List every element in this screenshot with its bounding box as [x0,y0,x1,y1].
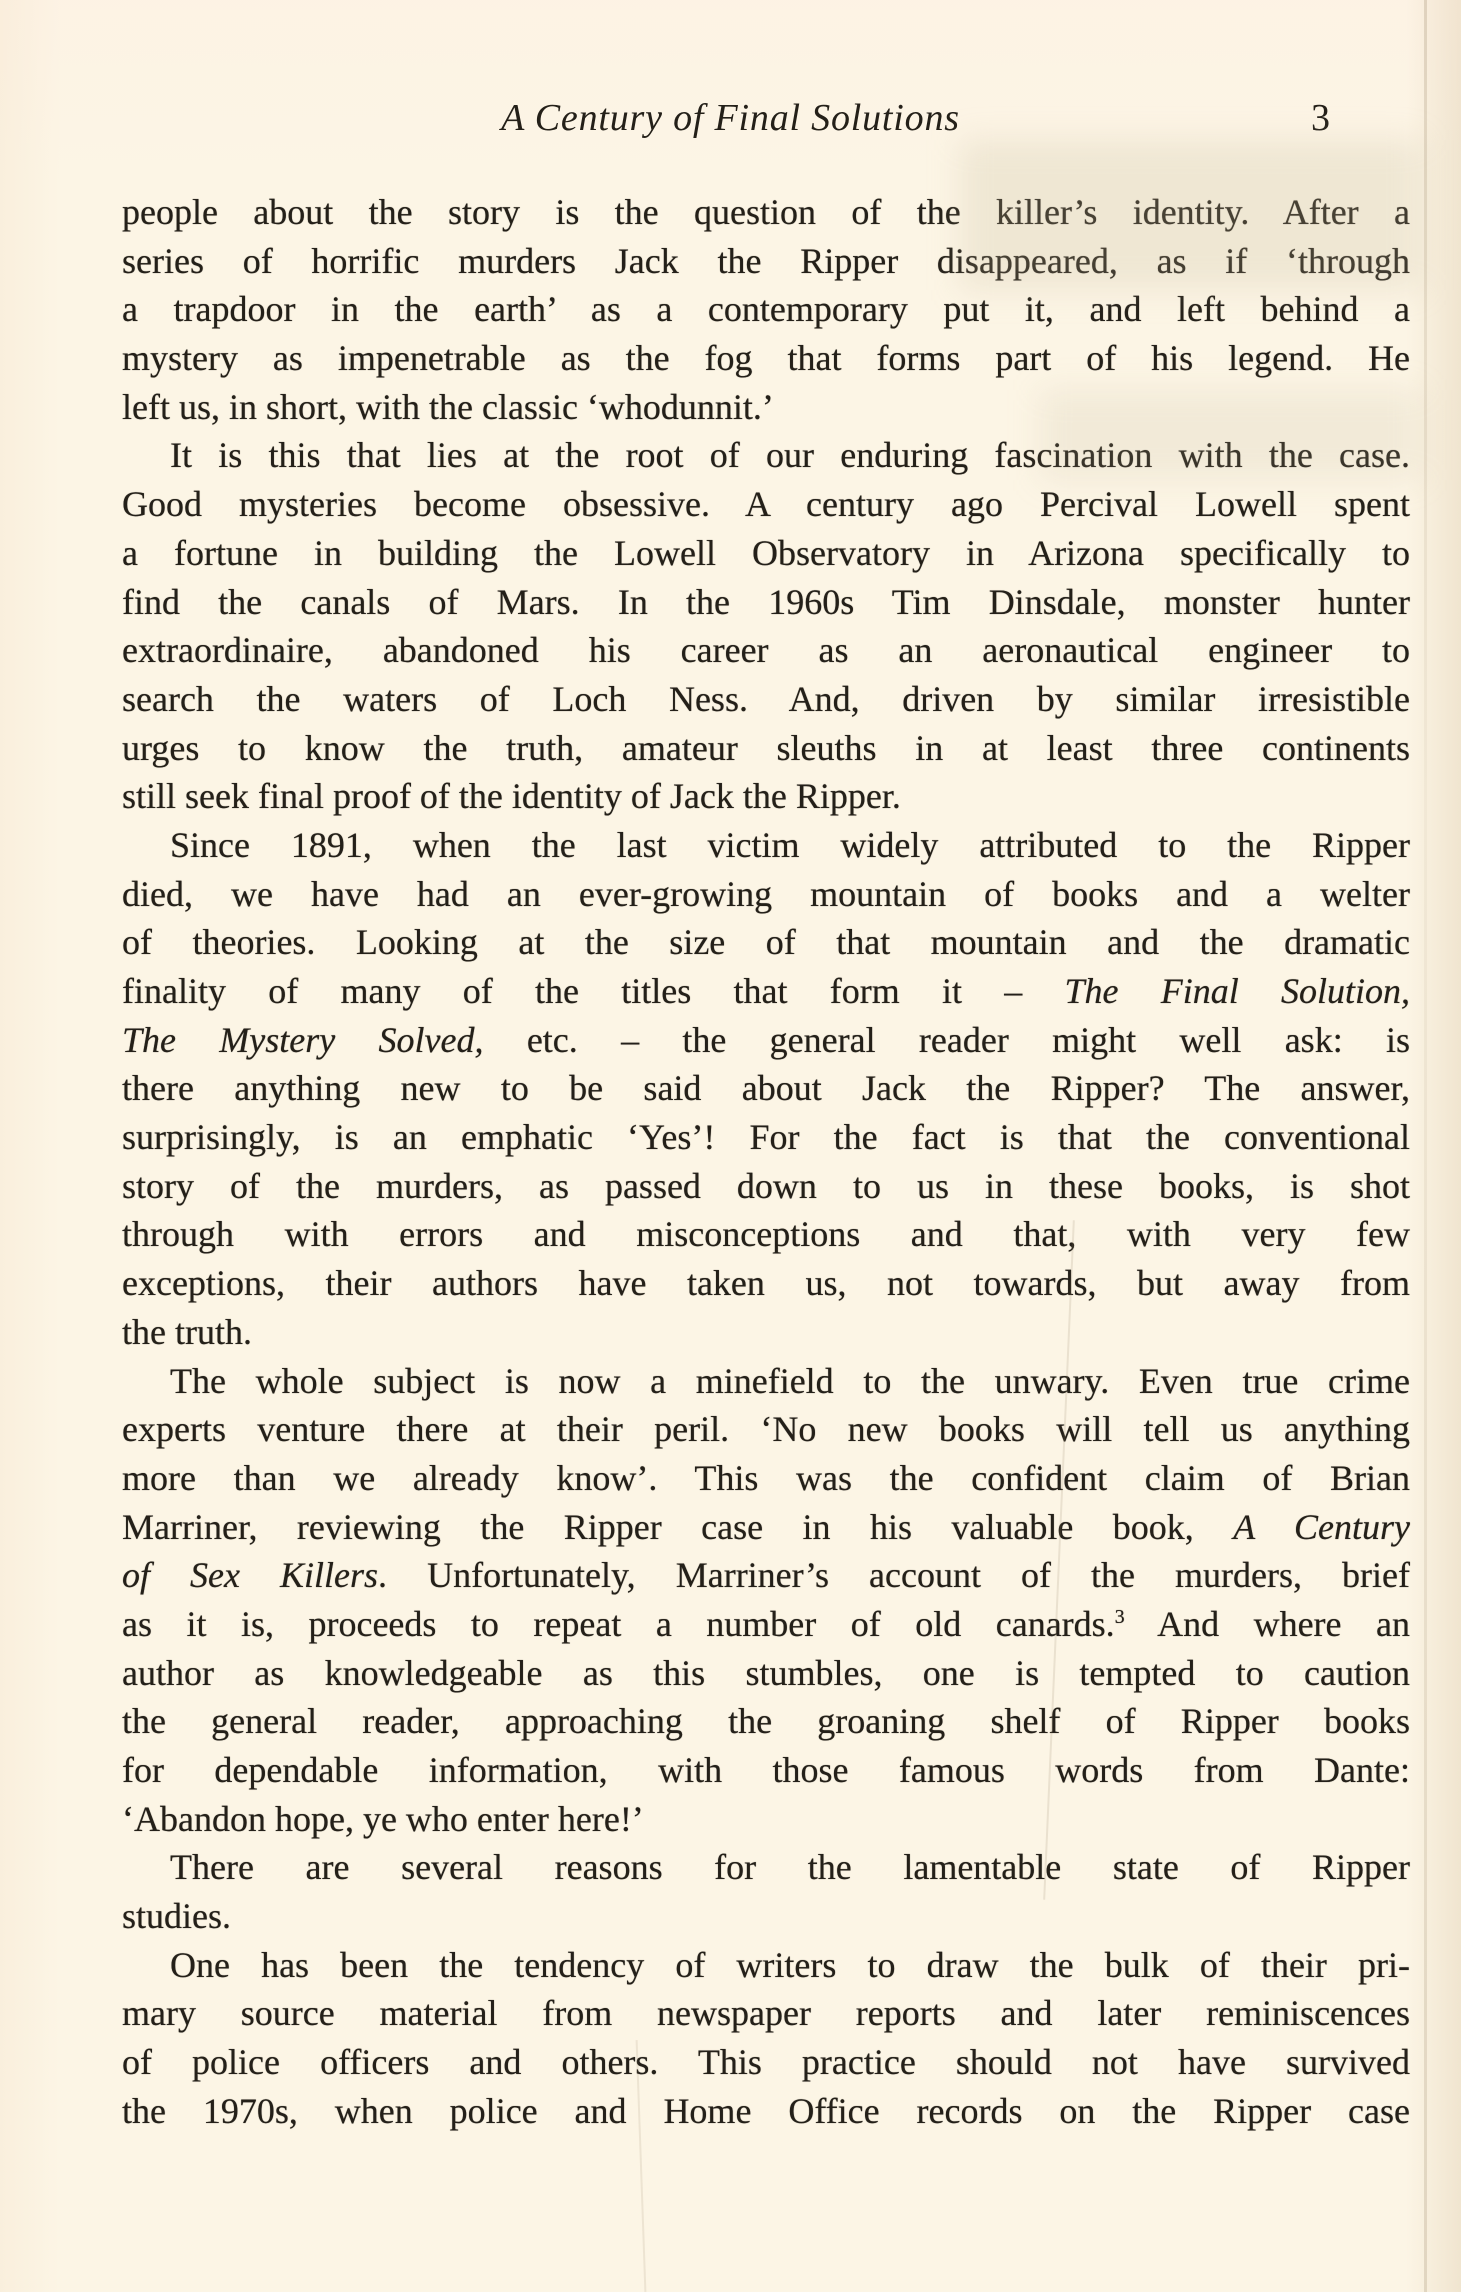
text-line [122,1843,1410,1892]
text-segment: of police officers and others. This practice should not have survived [122,2042,1410,2083]
text-line [122,2087,1410,2136]
text-line [122,237,1410,286]
text-segment: more than we already know’. This was the confident claim of Brian [122,1457,1410,1498]
text-segment: exceptions, their authors have taken us, not towards, but away from [122,1263,1410,1304]
text-line [122,578,1410,627]
text-segment: studies. [122,1896,232,1937]
text-segment: urges to know the truth, amateur sleuths in at least three continents [122,727,1410,768]
italic-text: The Final Solution, [1064,971,1411,1011]
text-segment: still seek final proof of the identity of Jack the Ripper. [122,776,901,817]
text-segment: There are several reasons for the lamentable state of Ripper [170,1847,1410,1888]
text-line [122,1551,1410,1600]
text-segment: as it is, proceeds to repeat a number of old canards. [122,1603,1115,1644]
body-text [122,188,1410,2136]
text-line [122,1989,1410,2038]
text-segment: It is this that lies at the root of our enduring fascination with the case. [170,435,1410,476]
text-line [122,1259,1410,1308]
text-line [122,1113,1410,1162]
text-segment: through with errors and misconceptions and that, with very few [122,1214,1410,1255]
text-segment: etc. – the general reader might well ask: is [483,1019,1411,1060]
italic-text: A Century [1233,1506,1410,1547]
text-segment: experts venture there at their peril. ‘No new books will tell us anything [122,1409,1410,1450]
text-line [122,1697,1410,1746]
text-line [122,1016,1410,1065]
text-line [122,529,1410,578]
text-segment: people about the story is the question of the killer’s identity. After a [122,192,1410,232]
text-line [122,1746,1410,1795]
text-segment: . Unfortunately, Marriner’s account of the murders, brief [378,1555,1410,1596]
text-segment: finality of many of the titles that form it – [122,971,1065,1011]
text-segment: of theories. Looking at the size of that mountain and the dramatic [122,922,1410,963]
text-line [122,772,1410,821]
text-segment: series of horrific murders Jack the Ripper disappeared, as if ‘through [122,240,1410,281]
text-segment: Marriner, reviewing the Ripper case in his valuable book, [122,1506,1234,1547]
text-segment: a trapdoor in the earth’ as a contemporary put it, and left behind a [122,289,1410,330]
text-line [122,1454,1410,1503]
text-segment: ‘Abandon hope, ye who enter here!’ [122,1798,644,1839]
text-line [122,285,1410,334]
italic-text: The Mystery Solved, [122,1019,484,1060]
text-segment: there anything new to be said about Jack the Ripper? The answer, [122,1068,1410,1109]
text-line [122,1064,1410,1113]
text-line [122,383,1410,432]
text-line [122,1892,1410,1941]
text-segment: Since 1891, when the last victim widely attributed to the Ripper [170,824,1410,865]
footnote-marker: 3 [1114,1605,1125,1628]
text-line [122,1649,1410,1698]
text-segment: find the canals of Mars. In the 1960s Tim Dinsdale, monster hunter [122,581,1410,622]
text-line [122,480,1410,529]
text-line [122,626,1410,675]
text-segment: the truth. [122,1311,252,1352]
text-segment: mystery as impenetrable as the fog that forms part of his legend. He [122,338,1410,379]
text-line [122,918,1410,967]
text-segment: surprisingly, is an emphatic ‘Yes’! For the fact is that the conventional [122,1117,1410,1158]
text-line [122,724,1410,773]
text-segment: author as knowledgeable as this stumbles, one is tempted to caution [122,1652,1410,1693]
italic-text: of Sex Killers [122,1555,379,1596]
text-line [122,967,1410,1016]
text-line [122,1308,1410,1357]
text-line [122,1405,1410,1454]
text-segment: story of the murders, as passed down to us in these books, is shot [122,1165,1410,1206]
text-line [122,1600,1410,1649]
text-line [122,675,1410,724]
text-segment: Good mysteries become obsessive. A century ago Percival Lowell spent [122,484,1410,525]
text-line [122,188,1410,237]
text-line [122,1210,1410,1259]
scan-crease [1424,0,1427,2292]
text-line [122,1357,1410,1406]
text-line [122,2038,1410,2087]
text-line [122,431,1410,480]
text-segment: the general reader, approaching the groaning shelf of Ripper books [122,1701,1410,1742]
running-title: A Century of Final Solutions [501,97,960,139]
text-segment: a fortune in building the Lowell Observatory in Arizona specifically to [122,532,1410,573]
page-header [0,93,1461,143]
page-number: 3 [1311,97,1330,139]
text-line [122,334,1410,383]
text-segment: extraordinaire, abandoned his career as an aeronautical engineer to [122,630,1410,671]
text-segment: The whole subject is now a minefield to the unwary. Even true crime [170,1360,1410,1401]
text-segment: mary source material from newspaper reports and later reminiscences [122,1993,1410,2034]
text-segment: the 1970s, when police and Home Office records on the Ripper case [122,2090,1410,2131]
text-segment: died, we have had an ever-growing mountain of books and a welter [122,873,1410,914]
text-line [122,870,1410,919]
text-segment: search the waters of Loch Ness. And, driven by similar irresistible [122,678,1410,719]
text-segment: for dependable information, with those famous words from Dante: [122,1750,1410,1790]
text-line [122,1162,1410,1211]
text-line [122,1503,1410,1552]
text-line [122,1941,1410,1990]
text-segment: And where an [1124,1603,1410,1644]
text-segment: left us, in short, with the classic ‘whodunnit.’ [122,386,774,427]
text-segment: One has been the tendency of writers to draw the bulk of their pri- [170,1944,1410,1985]
text-line [122,1795,1410,1844]
text-line [122,821,1410,870]
